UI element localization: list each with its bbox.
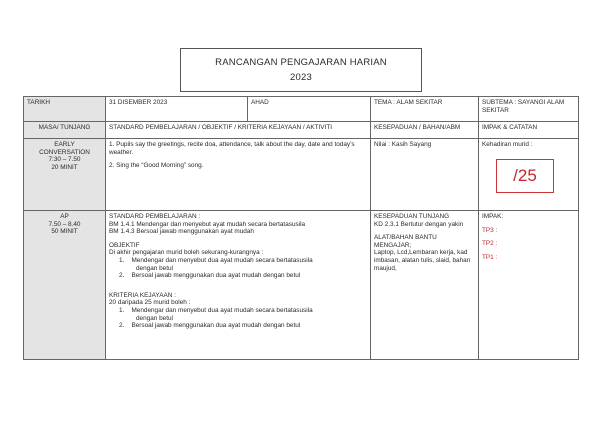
objektif-item bbox=[109, 272, 367, 280]
kriteria-intro: 20 daripada 25 murid boleh : bbox=[109, 299, 191, 307]
early-activity-cell bbox=[106, 139, 371, 211]
tarikh-label: TARIKH bbox=[27, 99, 50, 106]
page-title: RANCANGAN PENGAJARAN HARIAN bbox=[215, 57, 387, 68]
item-text: Bersoal jawab menggunakan dua ayat mudah dengan betul bbox=[131, 272, 301, 280]
date-cell bbox=[106, 97, 248, 122]
item-number: 2. bbox=[119, 322, 125, 330]
kehadiran-label: Kehadiran murid : bbox=[482, 141, 533, 148]
item-number: 1. bbox=[119, 256, 125, 264]
ap-time-cell bbox=[24, 211, 106, 360]
subtema-cell bbox=[479, 97, 579, 122]
tarikh-label-cell bbox=[24, 97, 106, 122]
objektif-heading: OBJEKTIF bbox=[109, 241, 140, 249]
impak-header-cell bbox=[479, 122, 579, 139]
kesepaduan-tunjang-body: KD 2.3.1 Bertutur dengan yakin bbox=[374, 220, 464, 228]
tema-cell bbox=[371, 97, 479, 122]
day-value: AHAD bbox=[251, 99, 269, 106]
kesepaduan-header-cell bbox=[371, 122, 479, 139]
subtema-value: SUBTEMA : SAYANGI ALAM SEKITAR bbox=[482, 99, 565, 114]
tema-value: TEMA : ALAM SEKITAR bbox=[374, 99, 443, 106]
time-label: AP bbox=[60, 213, 69, 220]
item-text: Mendengar dan menyebut dua ayat mudah secara bertatasusila bbox=[131, 256, 313, 264]
day-cell bbox=[248, 97, 371, 122]
masa-header-cell bbox=[24, 122, 106, 139]
attendance-score-box bbox=[496, 159, 554, 193]
kriteria-item-cont: dengan betul bbox=[136, 314, 173, 322]
abm-body: Laptop, Lcd,Lembaran kerja, kad imbasan, alatan tulis, slaid, bahan maujud, bbox=[374, 249, 471, 272]
table-row bbox=[24, 139, 579, 211]
page-year: 2023 bbox=[290, 72, 312, 83]
title-box bbox=[180, 48, 422, 92]
tp2-label: TP2 : bbox=[482, 240, 498, 248]
time-label: EARLY bbox=[54, 141, 75, 148]
masa-header: MASA/ TUNJANG bbox=[38, 124, 91, 131]
kriteria-heading: KRITERIA KEJAYAAN : bbox=[109, 291, 176, 299]
item-number: 2. bbox=[119, 272, 125, 280]
impak-cell bbox=[479, 211, 579, 360]
kriteria-item bbox=[109, 322, 367, 330]
nilai-cell bbox=[371, 139, 479, 211]
tp1-label: TP1 : bbox=[482, 253, 498, 261]
time-range: 7:30 – 7.50 bbox=[48, 156, 81, 164]
objektif-item bbox=[109, 257, 367, 265]
table-row bbox=[24, 122, 579, 139]
kehadiran-cell bbox=[479, 139, 579, 211]
attendance-score: /25 bbox=[513, 165, 537, 185]
date-value: 31 DISEMBER 2023 bbox=[109, 99, 168, 106]
time-duration: 20 MINIT bbox=[51, 163, 78, 171]
lesson-plan-table bbox=[23, 96, 579, 360]
sp-heading: STANDARD PEMBELAJARAN : bbox=[109, 213, 201, 220]
kesepaduan-header: KESEPADUAN / BAHAN/ABM bbox=[374, 124, 461, 131]
kesepaduan-tunjang-heading: KESEPADUAN TUNJANG bbox=[374, 213, 450, 220]
time-range: 7.50 – 8.40 bbox=[48, 220, 81, 228]
activity-item: 2. Sing the “Good Morning” song. bbox=[109, 162, 204, 170]
item-text: Bersoal jawab menggunakan dua ayat mudah dengan betul bbox=[131, 322, 301, 330]
objektif-item-cont: dengan betul bbox=[136, 264, 173, 272]
standard-header-cell bbox=[106, 122, 371, 139]
item-number: 1. bbox=[119, 306, 125, 314]
nilai-value: Nilai : Kasih Sayang bbox=[374, 141, 432, 148]
impak-label: IMPAK: bbox=[482, 213, 504, 220]
early-time-cell bbox=[24, 139, 106, 211]
tp3-label: TP3 : bbox=[482, 226, 498, 234]
objektif-intro: Di akhir pengajaran murid boleh sekurang-kurangnya : bbox=[109, 249, 264, 257]
table-row bbox=[24, 211, 579, 360]
kesepaduan-cell bbox=[371, 211, 479, 360]
item-text: Mendengar dan menyebut dua ayat mudah secara bertatasusila bbox=[131, 306, 313, 314]
ap-content-cell bbox=[106, 211, 371, 360]
time-label: CONVERSATION bbox=[39, 148, 90, 156]
sp-item: BM 1.4.1 Mendengar dan menyebut ayat mudah secara bertatasusila bbox=[109, 220, 306, 228]
activity-item: 1. Pupils say the greetings, recite doa, attendance, talk about the day, date and today’s weather. bbox=[109, 141, 355, 156]
impak-header: IMPAK & CATATAN bbox=[482, 124, 538, 131]
time-duration: 50 MINIT bbox=[51, 228, 78, 236]
standard-header: STANDARD PEMBELAJARAN / OBJEKTIF / KRITERIA KEJAYAAN / AKTIVITI bbox=[109, 124, 333, 131]
sp-item: BM 1.4.3 Bersoal jawab menggunakan ayat mudah bbox=[109, 228, 254, 236]
abm-heading: ALAT/BAHAN BANTU MENGAJAR; bbox=[374, 234, 437, 249]
kriteria-item bbox=[109, 307, 367, 315]
table-row bbox=[24, 97, 579, 122]
